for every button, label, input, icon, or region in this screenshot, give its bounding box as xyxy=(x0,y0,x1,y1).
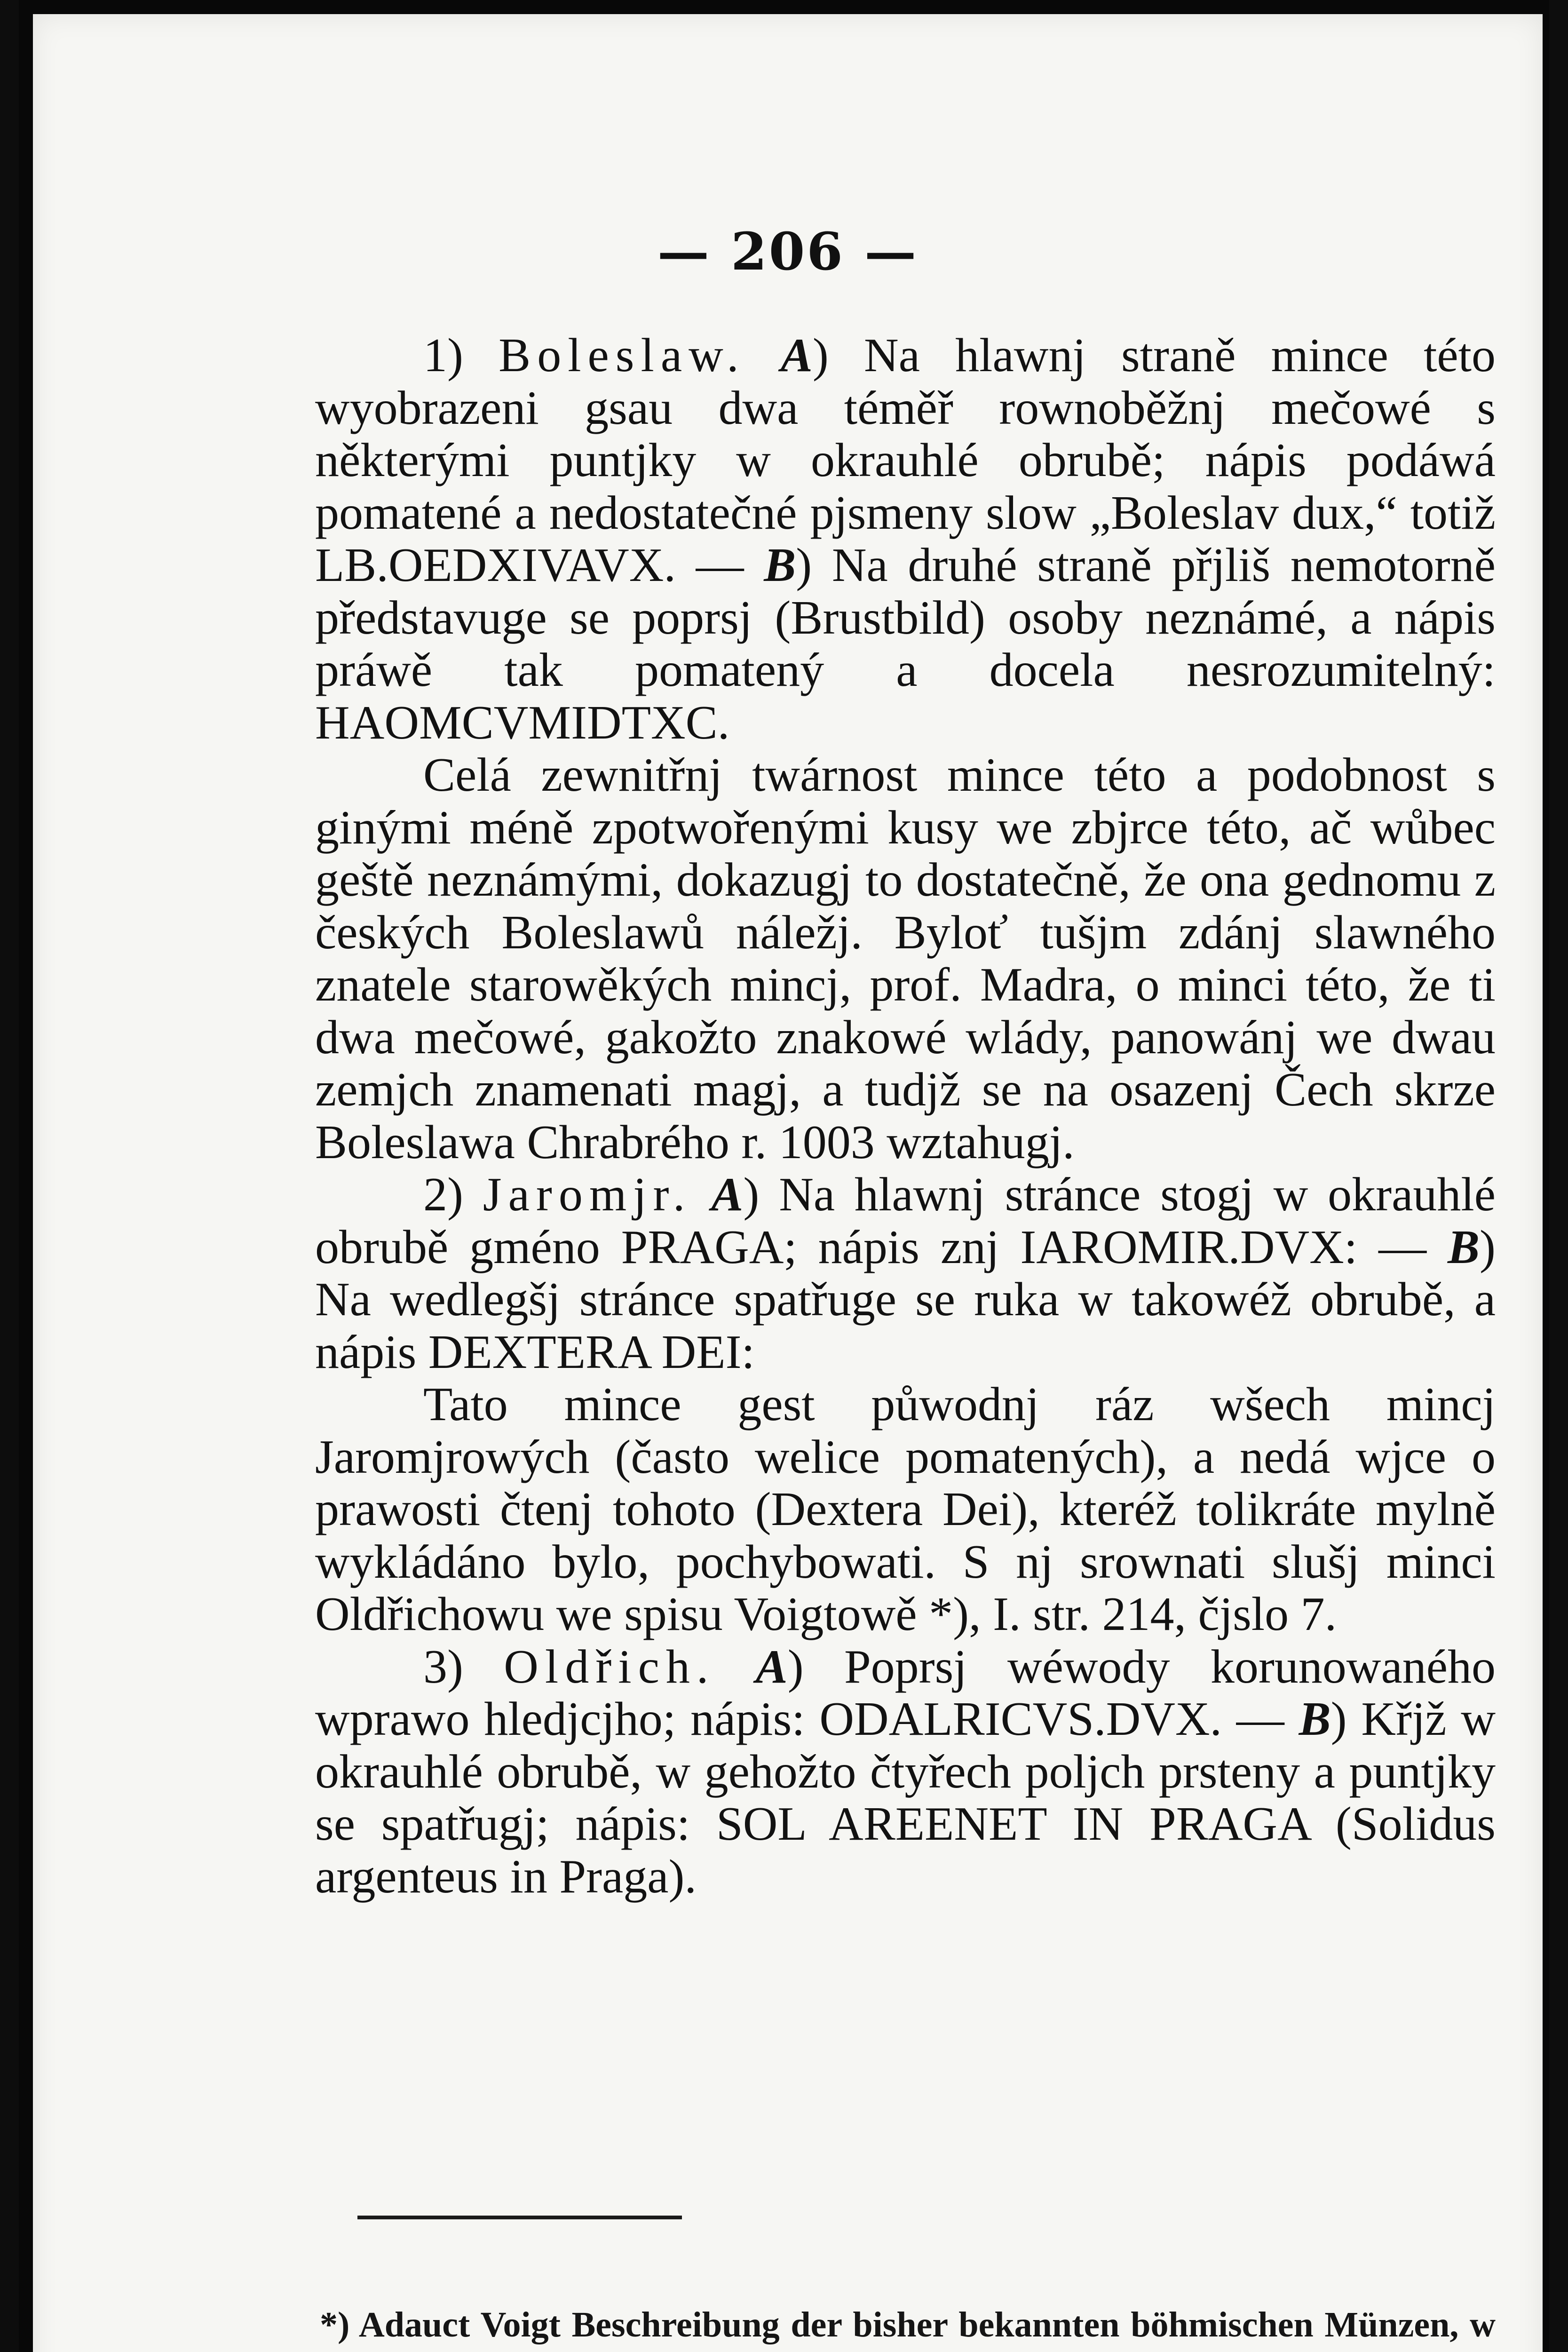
side-a-text: ) Poprsj wéwody korunowaného wprawo hledjcjho; nápis: ODALRICVS.DVX. — xyxy=(315,1640,1496,1746)
side-b-marker: B xyxy=(1299,1692,1331,1746)
side-a-marker: A xyxy=(780,329,813,382)
commentary-boleslaw: Celá zewnitřnj twárnost mince této a podobnost s ginými méně zpotwořenými kusy we zbjrce této, ač wůbec geště neznámými, dokazugj to dostatečně, že ona gednomu z českých Boleslawů náležj. Byloť tušjm zdánj slawného znatele starowěkých mincj, prof. Madra, o minci této, že ti dwa mečowé, gakožto znakowé wlády, panowánj we dwau zemjch znamenati magj, a tudjž se na osazenj Čech skrze Boleslawa Chrabrého r. 1003 wztahugj. xyxy=(315,748,1496,1169)
entry-boleslaw xyxy=(315,329,1496,749)
footnote xyxy=(320,2298,1496,2352)
side-b-text: ) Na wedlegšj stránce spatřuge se ruka w takowéž obrubě, a nápis DEXTERA DEI: xyxy=(315,1220,1496,1379)
entry-name: Jaromjr. xyxy=(483,1168,692,1221)
side-b-text: ) Křjž w okrauhlé obrubě, w gehožto čtyřech poljch prsteny a puntjky se spatřugj; nápis: SOL AREENET IN PRAGA (Solidus argenteus in Praga). xyxy=(315,1692,1496,1903)
page-body xyxy=(315,329,1496,1903)
footnote-mark: *) xyxy=(320,2305,350,2344)
side-a-text: ) Na hlawnj straně mince této wyobrazeni gsau dwa téměř rownoběžnj mečowé s některými puntjky w okrauhlé obrubě; nápis podáwá pomatené a nedostatečné pjsmeny slow „Boleslav dux,“ totiž LB.OEDXIVAVX. — xyxy=(315,329,1496,592)
side-b-marker: B xyxy=(764,539,796,592)
entry-number: 2) xyxy=(423,1168,483,1221)
entry-jaromir xyxy=(315,1168,1496,1378)
entry-number: 3) xyxy=(423,1640,504,1693)
page-number: — 206 — xyxy=(657,221,919,282)
commentary-jaromir: Tato mince gest půwodnj ráz wšech mincj Jaromjrowých (často welice pomatených), a nedá wjce o prawosti čtenj tohoto (Dextera Dei), kteréž tolikráte mylně wykládáno bylo, pochybowati. S nj srownati slušj minci Oldřichowu we spisu Voigtowě *), I. str. 214, čjslo 7. xyxy=(315,1378,1496,1641)
entry-name: Boleslaw. xyxy=(499,329,745,382)
side-b-text: ) Na druhé straně přjliš nemotorně představuge se poprsj (Brustbild) osoby neznámé, a nápis práwě tak pomatený a docela nesrozumitelný: HAOMCVMIDTXC. xyxy=(315,539,1496,749)
entry-name: Oldřich. xyxy=(504,1640,715,1693)
entry-oldrich xyxy=(315,1641,1496,1903)
side-a-marker: A xyxy=(711,1168,744,1221)
side-b-marker: B xyxy=(1447,1220,1480,1274)
side-a-marker: A xyxy=(755,1640,788,1693)
left-scan-edge xyxy=(0,0,19,2352)
footnote-text: Adauct Voigt Beschreibung der bisher bekannten böhmischen Münzen, w xyxy=(358,2305,1496,2344)
entry-number: 1) xyxy=(423,329,499,382)
side-a-text: ) Na hlawnj stránce stogj w okrauhlé obrubě gméno PRAGA; nápis znj IAROMIR.DVX: — xyxy=(315,1168,1496,1274)
footnote-rule xyxy=(357,2216,682,2219)
right-scan-edge xyxy=(1549,0,1568,2352)
